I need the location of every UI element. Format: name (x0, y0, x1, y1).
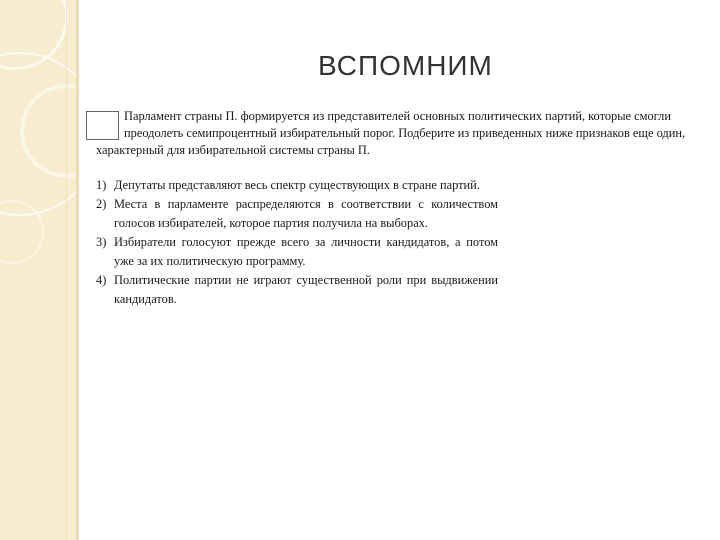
option-number: 3) (96, 235, 107, 249)
question-line: преодолеть семипроцентный избирательный порог. Подберите из приведенных ниже признаков еще один, (124, 126, 686, 140)
option-text: Депутаты представляют весь спектр существующих в стране партий. (114, 178, 480, 192)
answer-option-1[interactable] (96, 176, 498, 195)
question-line: характерный для избирательной системы страны П. (96, 143, 370, 157)
question-line: Парламент страны П. формируется из представителей основных политических партий, которые смогли (124, 109, 671, 123)
question-text (96, 108, 690, 159)
option-text: Места в парламенте распределяются в соответствии с количеством голосов избирателей, которое партия получила на выборах. (114, 197, 498, 230)
option-number: 4) (96, 273, 107, 287)
answer-option-2[interactable] (96, 195, 498, 233)
decorative-side-band (0, 0, 76, 540)
answer-option-4[interactable] (96, 271, 498, 309)
option-text: Политические партии не играют существенной роли при выдвижении кандидатов. (114, 273, 498, 306)
option-number: 2) (96, 197, 107, 211)
answer-options-list (96, 176, 498, 309)
option-number: 1) (96, 178, 107, 192)
band-divider-line (76, 0, 79, 540)
answer-option-3[interactable] (96, 233, 498, 271)
band-divider-line (66, 0, 67, 540)
option-text: Избиратели голосуют прежде всего за личности кандидатов, а потом уже за их политическую программу. (114, 235, 498, 268)
slide-title: ВСПОМНИМ (318, 50, 493, 81)
